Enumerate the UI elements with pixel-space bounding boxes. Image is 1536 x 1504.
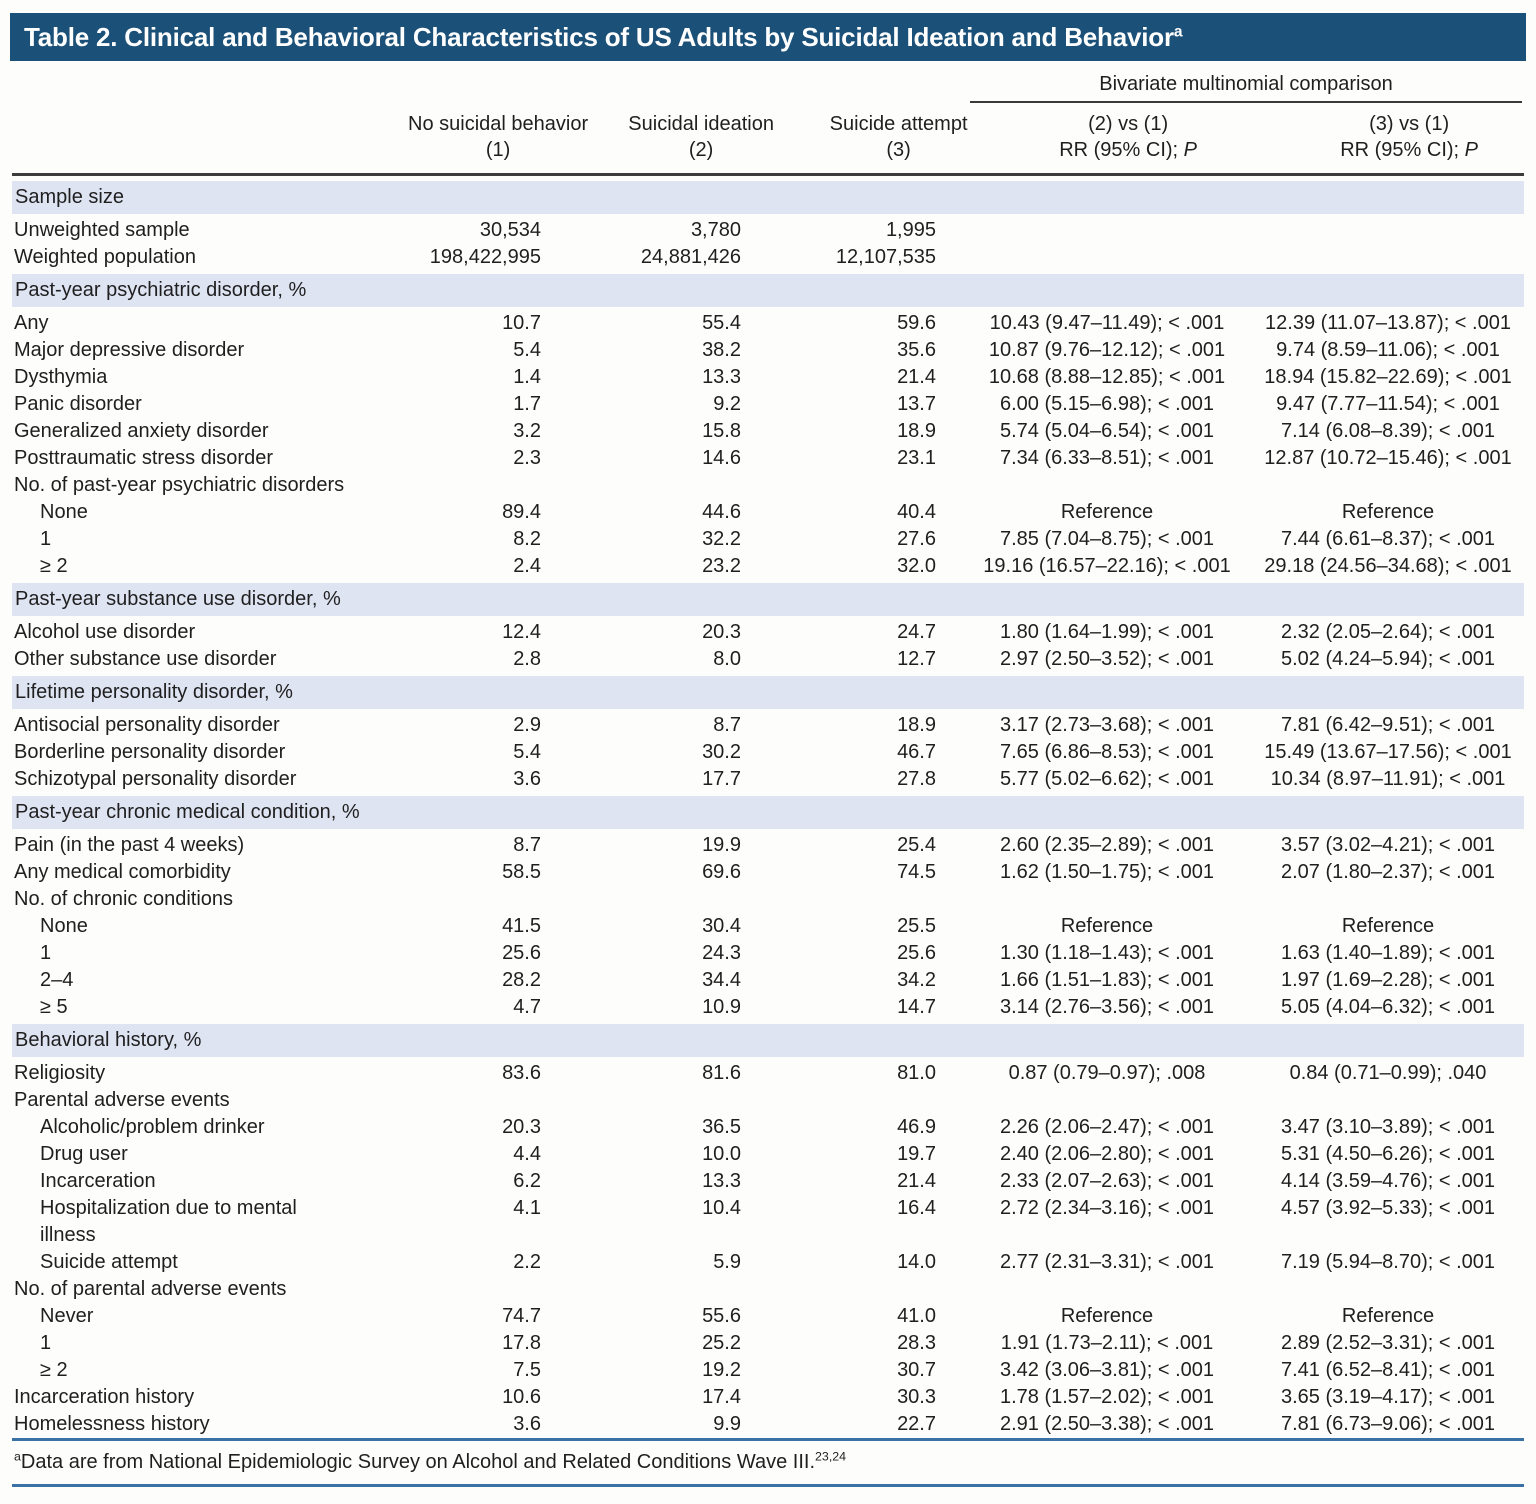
cell-percent: 34.4 [702,969,741,991]
cell-percent: 36.5 [702,1116,741,1138]
row-label: None [40,915,88,937]
section-row [12,676,1524,709]
table-row [12,646,1524,673]
row-label: Sample size [15,186,124,208]
cell-rr-ci-p: 10.43 (9.47–11.49); < .001 [989,312,1225,334]
cell-rr-ci-p: 0.87 (0.79–0.97); .008 [1008,1062,1206,1084]
cell-rr-ci-p: 5.31 (4.50–6.26); < .001 [1280,1143,1496,1165]
cell-percent: 4.1 [513,1197,541,1219]
table-row [12,1114,1524,1141]
cell-rr-ci-p: 0.84 (0.71–0.99); .040 [1289,1062,1487,1084]
row-label: 1 [40,528,52,550]
cell-percent: 34.2 [897,969,936,991]
cell-percent: 19.9 [702,834,741,856]
cell-percent: 30.7 [897,1359,936,1381]
cell-percent: 198,422,995 [429,246,541,268]
row-label: Posttraumatic stress disorder [14,447,273,469]
row-label: None [40,501,88,523]
cell-percent: 25.2 [702,1332,741,1354]
cell-rr-ci-p: 7.81 (6.73–9.06); < .001 [1280,1413,1496,1435]
row-label: Homelessness history [14,1413,210,1435]
cell-percent: 19.2 [702,1359,741,1381]
cell-rr-ci-p: 15.49 (13.67–17.56); < .001 [1264,741,1512,763]
table-row [12,445,1524,472]
cell-percent: 3.6 [513,1413,541,1435]
footnote-text: Data are from National Epidemiologic Survey on Alcohol and Related Conditions Wave III. [20,1451,816,1473]
cell-percent: 8.7 [513,834,541,856]
cell-percent: 12.4 [502,621,541,643]
cell-percent: 20.3 [502,1116,541,1138]
cell-percent: 10.9 [702,996,741,1018]
cell-percent: 38.2 [702,339,741,361]
column-label: Suicide attempt [829,113,968,135]
cell-percent: 27.8 [897,768,936,790]
row-label: Past-year substance use disorder, % [15,588,341,610]
section-row [12,583,1524,616]
row-label: No. of past-year psychiatric disorders [14,474,345,496]
row-label: ≥ 2 [40,555,68,577]
cell-percent: 12.7 [897,648,936,670]
cell-percent: 3,780 [690,219,741,241]
cell-percent: 8.7 [713,714,741,736]
cell-percent: 13.3 [702,366,741,388]
row-label: ≥ 5 [40,996,68,1018]
cell-rr-ci-p: 2.26 (2.06–2.47); < .001 [999,1116,1215,1138]
row-label: Any [14,312,49,334]
cell-rr-ci-p: 9.74 (8.59–11.06); < .001 [1276,339,1500,361]
row-label: 2–4 [40,969,74,991]
row-label: Behavioral history, % [15,1029,202,1051]
cell-rr-ci-p: 1.80 (1.64–1.99); < .001 [999,621,1215,643]
table-title-bar [10,13,1526,61]
cell-percent: 46.7 [897,741,936,763]
subheader-row [12,1276,1524,1303]
cell-rr-ci-p: 1.63 (1.40–1.89); < .001 [1280,942,1496,964]
footnote-citation: 23,24 [815,1449,847,1464]
table-row [12,967,1524,994]
cell-percent: 17.7 [702,768,741,790]
cell-percent: 28.3 [897,1332,936,1354]
spanner-heading-wrap [970,73,1522,103]
row-label: Past-year chronic medical condition, % [15,801,360,823]
cell-percent: 5.4 [513,741,541,763]
row-label: Alcohol use disorder [14,621,196,643]
column-label: Suicidal ideation [628,113,774,135]
section-row [12,796,1524,829]
cell-percent: 4.4 [513,1143,541,1165]
row-label: Alcoholic/problem drinker [40,1116,265,1138]
section-row [12,274,1524,307]
cell-percent: 74.7 [502,1305,541,1327]
row-label: Other substance use disorder [14,648,277,670]
table-row [12,391,1524,418]
cell-percent: 8.0 [713,648,741,670]
table-header [12,61,1524,176]
table-row [12,244,1524,271]
cell-rr-ci-p: 7.19 (5.94–8.70); < .001 [1280,1251,1496,1273]
row-label: Borderline personality disorder [14,741,286,763]
cell-rr-ci-p: Reference [1341,915,1435,937]
table-row [12,619,1524,646]
spanner-heading: Bivariate multinomial comparison [1099,73,1393,95]
row-label: Religiosity [14,1062,106,1084]
cell-rr-ci-p: 3.65 (3.19–4.17); < .001 [1280,1386,1496,1408]
cell-percent: 89.4 [502,501,541,523]
cell-percent: 30.2 [702,741,741,763]
cell-percent: 25.5 [897,915,936,937]
column-label: (3) vs (1) [1369,113,1450,135]
column-header-2-vs-1 [983,111,1273,163]
cell-percent: 10.4 [702,1197,741,1219]
row-label: Weighted population [14,246,196,268]
row-label: Antisocial personality disorder [14,714,280,736]
row-label: ≥ 2 [40,1359,68,1381]
title-superscript: a [1173,23,1183,41]
cell-rr-ci-p: 9.47 (7.77–11.54); < .001 [1276,393,1500,415]
bottom-rule-bottom [12,1484,1524,1487]
cell-rr-ci-p: 1.62 (1.50–1.75); < .001 [999,861,1215,883]
table-row [12,940,1524,967]
cell-rr-ci-p: 2.72 (2.34–3.16); < .001 [999,1197,1215,1219]
cell-percent: 10.7 [502,312,541,334]
table-row [12,859,1524,886]
cell-percent: 21.4 [897,1170,936,1192]
cell-percent: 41.0 [897,1305,936,1327]
cell-rr-ci-p: Reference [1060,1305,1154,1327]
cell-rr-ci-p: 12.87 (10.72–15.46); < .001 [1264,447,1512,469]
cell-percent: 17.8 [502,1332,541,1354]
column-label: No suicidal behavior [408,113,589,135]
cell-percent: 2.4 [513,555,541,577]
cell-rr-ci-p: 1.97 (1.69–2.28); < .001 [1280,969,1496,991]
row-label: Past-year psychiatric disorder, % [15,279,307,301]
row-label: Suicide attempt [40,1251,178,1273]
cell-percent: 2.2 [513,1251,541,1273]
table-row [12,1384,1524,1411]
column-header-no-suicidal-behavior [382,111,588,163]
row-label: 1 [40,942,52,964]
table-row [12,712,1524,739]
cell-rr-ci-p: 4.57 (3.92–5.33); < .001 [1280,1197,1496,1219]
cell-percent: 46.9 [897,1116,936,1138]
subheader-row [12,886,1524,913]
row-label: Incarceration history [14,1386,195,1408]
cell-rr-ci-p: 3.14 (2.76–3.56); < .001 [999,996,1215,1018]
cell-percent: 1.7 [513,393,541,415]
cell-rr-ci-p: 7.14 (6.08–8.39); < .001 [1280,420,1496,442]
cell-percent: 21.4 [897,366,936,388]
table-title: Table 2. Clinical and Behavioral Characteristics of US Adults by Suicidal Ideation and Behavior [24,22,1174,52]
cell-rr-ci-p: 7.81 (6.42–9.51); < .001 [1280,714,1496,736]
table-row [12,832,1524,859]
row-label: Never [40,1305,94,1327]
cell-rr-ci-p: 7.65 (6.86–8.53); < .001 [999,741,1215,763]
cell-percent: 58.5 [502,861,541,883]
column-header-3-vs-1 [1273,111,1536,163]
cell-percent: 41.5 [502,915,541,937]
table-row [12,1195,1524,1249]
row-label: No. of chronic conditions [14,888,234,910]
column-headers [12,103,1524,173]
column-sublabel: (3) [886,139,911,161]
cell-percent: 24,881,426 [640,246,741,268]
table-row [12,913,1524,940]
cell-percent: 3.2 [513,420,541,442]
cell-rr-ci-p: 5.02 (4.24–5.94); < .001 [1280,648,1496,670]
row-label: Incarceration [40,1170,156,1192]
cell-rr-ci-p: 2.97 (2.50–3.52); < .001 [999,648,1215,670]
cell-rr-ci-p: 7.41 (6.52–8.41); < .001 [1280,1359,1496,1381]
cell-percent: 4.7 [513,996,541,1018]
row-label: Unweighted sample [14,219,190,241]
cell-percent: 1,995 [885,219,936,241]
cell-percent: 9.9 [713,1413,741,1435]
column-label: (2) vs (1) [1088,113,1169,135]
cell-percent: 28.2 [502,969,541,991]
row-label: No. of parental adverse events [14,1278,287,1300]
cell-percent: 32.0 [897,555,936,577]
cell-rr-ci-p: 2.32 (2.05–2.64); < .001 [1280,621,1496,643]
table-row [12,310,1524,337]
row-label: Parental adverse events [14,1089,230,1111]
table-row [12,739,1524,766]
cell-percent: 30.4 [702,915,741,937]
cell-percent: 6.2 [513,1170,541,1192]
cell-rr-ci-p: 2.77 (2.31–3.31); < .001 [999,1251,1215,1273]
cell-percent: 35.6 [897,339,936,361]
row-label: 1 [40,1332,52,1354]
cell-percent: 55.4 [702,312,741,334]
table-row [12,1411,1524,1438]
table-row [12,1168,1524,1195]
cell-percent: 20.3 [702,621,741,643]
table-foot [12,1438,1524,1487]
table-row [12,1249,1524,1276]
cell-percent: 3.6 [513,768,541,790]
cell-percent: 30,534 [479,219,541,241]
table-row [12,418,1524,445]
cell-rr-ci-p: 2.33 (2.07–2.63); < .001 [999,1170,1215,1192]
cell-percent: 55.6 [702,1305,741,1327]
cell-percent: 13.7 [897,393,936,415]
cell-rr-ci-p: 4.14 (3.59–4.76); < .001 [1280,1170,1496,1192]
cell-percent: 10.0 [702,1143,741,1165]
cell-percent: 18.9 [897,714,936,736]
cell-percent: 14.6 [702,447,741,469]
table-row [12,337,1524,364]
table-row [12,364,1524,391]
cell-rr-ci-p: Reference [1060,501,1154,523]
table-row [12,1330,1524,1357]
cell-percent: 69.6 [702,861,741,883]
row-label: Any medical comorbidity [14,861,231,883]
cell-rr-ci-p: 29.18 (24.56–34.68); < .001 [1264,555,1512,577]
cell-rr-ci-p: 3.17 (2.73–3.68); < .001 [999,714,1215,736]
cell-rr-ci-p: Reference [1060,915,1154,937]
column-sublabel: (1) [485,139,511,161]
cell-percent: 23.2 [702,555,741,577]
cell-rr-ci-p: 3.47 (3.10–3.89); < .001 [1280,1116,1496,1138]
column-sublabel: (2) [688,139,714,161]
table-row [12,994,1524,1021]
cell-rr-ci-p: 2.07 (1.80–2.37); < .001 [1280,861,1496,883]
section-row [12,1024,1524,1057]
cell-rr-ci-p: Reference [1341,501,1435,523]
cell-percent: 8.2 [513,528,541,550]
row-label: Drug user [40,1143,128,1165]
subheader-row [12,1087,1524,1114]
table-footnote [12,1441,1524,1484]
cell-percent: 81.0 [897,1062,936,1084]
row-label: Dysthymia [14,366,108,388]
cell-rr-ci-p: 12.39 (11.07–13.87); < .001 [1265,312,1511,334]
cell-rr-ci-p: 18.94 (15.82–22.69); < .001 [1264,366,1512,388]
cell-rr-ci-p: 7.85 (7.04–8.75); < .001 [999,528,1215,550]
cell-percent: 2.3 [513,447,541,469]
cell-percent: 22.7 [897,1413,936,1435]
cell-rr-ci-p: 3.57 (3.02–4.21); < .001 [1280,834,1496,856]
table-body [12,176,1524,1438]
cell-rr-ci-p: 19.16 (16.57–22.16); < .001 [983,555,1231,577]
table-row [12,766,1524,793]
cell-percent: 32.2 [702,528,741,550]
cell-percent: 81.6 [702,1062,741,1084]
cell-rr-ci-p: 10.87 (9.76–12.12); < .001 [988,339,1226,361]
section-row [12,181,1524,214]
cell-percent: 2.9 [513,714,541,736]
cell-percent: 7.5 [513,1359,541,1381]
cell-percent: 24.3 [702,942,741,964]
data-table [12,61,1524,1487]
cell-percent: 14.7 [897,996,936,1018]
cell-rr-ci-p: 6.00 (5.15–6.98); < .001 [999,393,1215,415]
cell-rr-ci-p: 3.42 (3.06–3.81); < .001 [999,1359,1215,1381]
cell-percent: 14.0 [897,1251,936,1273]
cell-rr-ci-p: 5.77 (5.02–6.62); < .001 [999,768,1215,790]
cell-rr-ci-p: 2.60 (2.35–2.89); < .001 [999,834,1215,856]
cell-rr-ci-p: 10.34 (8.97–11.91); < .001 [1270,768,1506,790]
cell-percent: 19.7 [897,1143,936,1165]
table-row [12,217,1524,244]
cell-rr-ci-p: 7.34 (6.33–8.51); < .001 [999,447,1215,469]
cell-percent: 9.2 [713,393,741,415]
footnote-marker: a [14,1449,21,1464]
cell-percent: 17.4 [702,1386,741,1408]
cell-percent: 25.4 [897,834,936,856]
table-row [12,1357,1524,1384]
cell-percent: 5.9 [713,1251,741,1273]
cell-rr-ci-p: 1.66 (1.51–1.83); < .001 [999,969,1215,991]
cell-rr-ci-p: 5.05 (4.04–6.32); < .001 [1280,996,1496,1018]
cell-percent: 23.1 [897,447,936,469]
cell-percent: 16.4 [897,1197,936,1219]
cell-rr-ci-p: Reference [1341,1305,1435,1327]
cell-percent: 40.4 [897,501,936,523]
column-header-suicide-attempt [788,111,983,163]
table-row [12,499,1524,526]
row-label: Hospitalization due to mental illness [40,1197,297,1246]
table-row [12,526,1524,553]
cell-rr-ci-p: 7.44 (6.61–8.37); < .001 [1280,528,1496,550]
cell-percent: 83.6 [502,1062,541,1084]
table-row [12,1060,1524,1087]
table-row [12,1303,1524,1330]
cell-percent: 5.4 [513,339,541,361]
cell-percent: 12,107,535 [835,246,936,268]
cell-percent: 59.6 [897,312,936,334]
cell-percent: 27.6 [897,528,936,550]
cell-percent: 13.3 [702,1170,741,1192]
cell-percent: 44.6 [702,501,741,523]
table-row [12,1141,1524,1168]
row-label: Major depressive disorder [14,339,245,361]
cell-percent: 30.3 [897,1386,936,1408]
cell-percent: 2.8 [513,648,541,670]
cell-rr-ci-p: 10.68 (8.88–12.85); < .001 [988,366,1226,388]
column-sublabel: RR (95% CI); P [1059,139,1198,161]
row-label: Generalized anxiety disorder [14,420,269,442]
cell-rr-ci-p: 1.91 (1.73–2.11); < .001 [1000,1332,1214,1354]
subheader-row [12,472,1524,499]
cell-rr-ci-p: 1.30 (1.18–1.43); < .001 [999,942,1215,964]
row-label: Pain (in the past 4 weeks) [14,834,245,856]
column-header-suicidal-ideation [588,111,788,163]
cell-percent: 25.6 [897,942,936,964]
column-sublabel: RR (95% CI); P [1340,139,1479,161]
cell-percent: 15.8 [702,420,741,442]
cell-percent: 25.6 [502,942,541,964]
table-row [12,553,1524,580]
cell-rr-ci-p: 5.74 (5.04–6.54); < .001 [999,420,1215,442]
row-label: Lifetime personality disorder, % [15,681,293,703]
cell-rr-ci-p: 2.89 (2.52–3.31); < .001 [1280,1332,1496,1354]
cell-percent: 10.6 [502,1386,541,1408]
cell-rr-ci-p: 1.78 (1.57–2.02); < .001 [999,1386,1215,1408]
cell-percent: 18.9 [897,420,936,442]
cell-rr-ci-p: 2.91 (2.50–3.38); < .001 [999,1413,1215,1435]
row-label: Schizotypal personality disorder [14,768,297,790]
cell-percent: 74.5 [897,861,936,883]
cell-percent: 24.7 [897,621,936,643]
row-label: Panic disorder [14,393,142,415]
cell-rr-ci-p: 2.40 (2.06–2.80); < .001 [999,1143,1215,1165]
cell-percent: 1.4 [513,366,541,388]
